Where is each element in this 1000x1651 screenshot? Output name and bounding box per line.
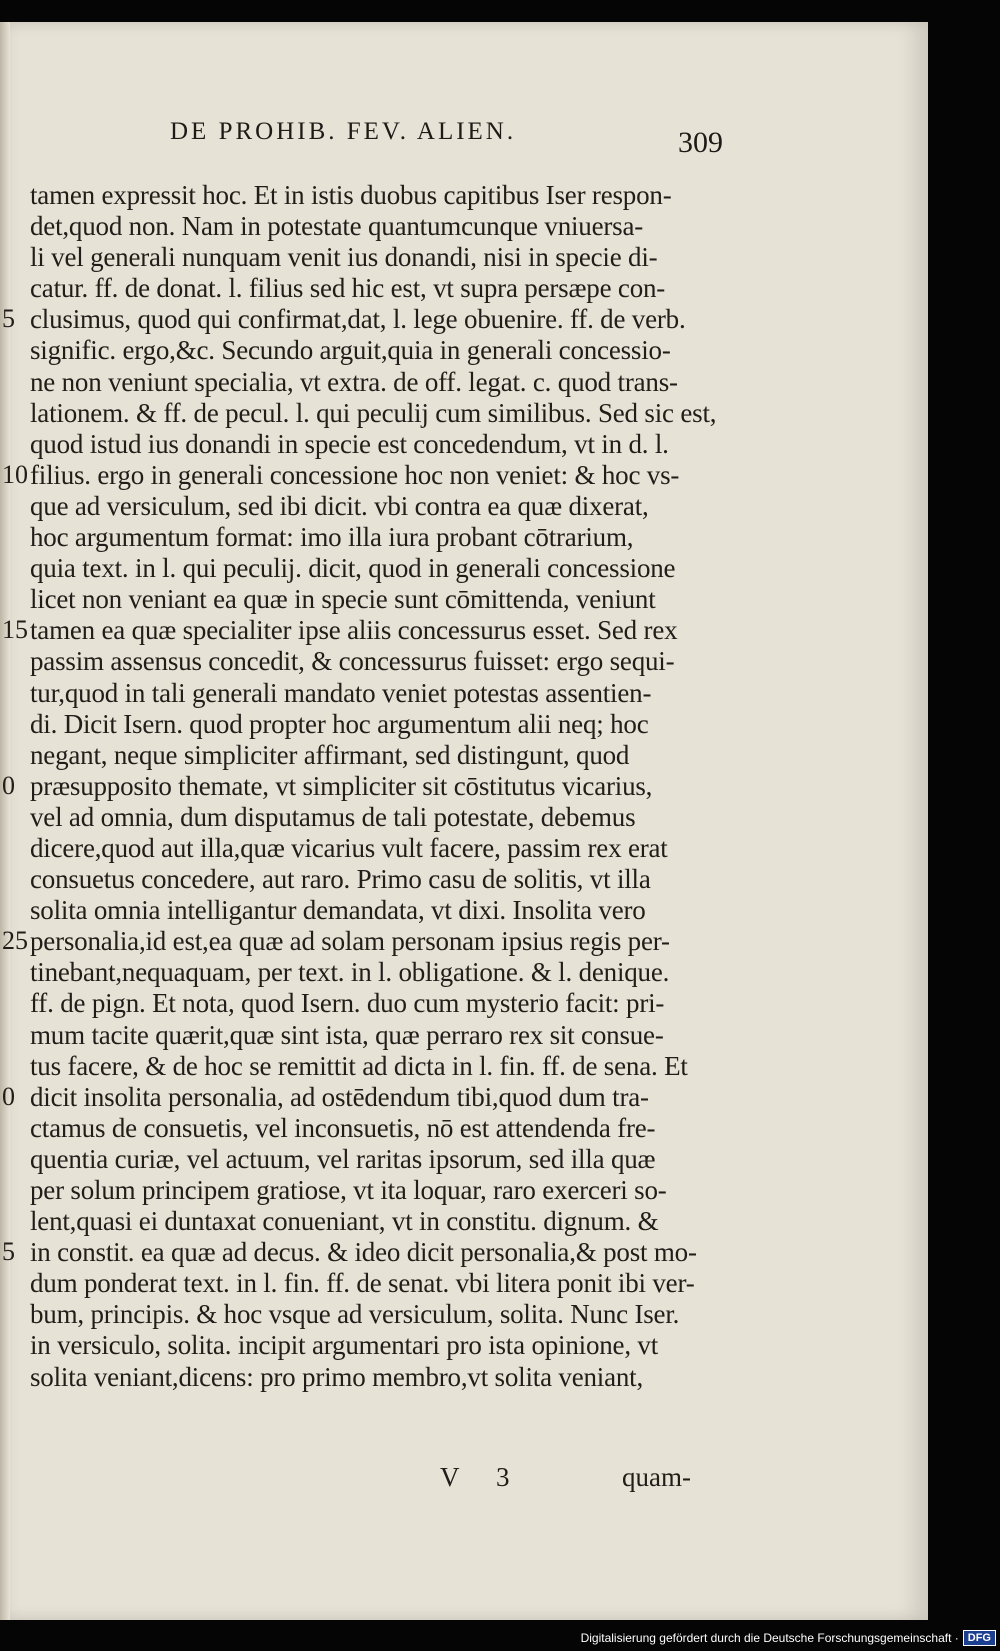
text-line: ff. de pign. Et nota, quod Isern. duo cum mysterio facit: pri- xyxy=(30,988,665,1019)
margin-line-number: 15 xyxy=(2,615,28,645)
text-line: signific. ergo,&c. Secundo arguit,quia in generali concessio- xyxy=(30,335,671,366)
credit-text: Digitalisierung gefördert durch die Deutsche Forschungsgemeinschaft · xyxy=(580,1631,959,1645)
text-line: dicere,quod aut illa,quæ vicarius vult facere, passim rex erat xyxy=(30,832,668,863)
catchword: quam- xyxy=(622,1462,691,1492)
text-line: que ad versiculum, sed ibi dicit. vbi contra ea quæ dixerat, xyxy=(30,490,649,521)
text-line: quentia curiæ, vel actuum, vel raritas ipsorum, sed illa quæ xyxy=(30,1143,656,1174)
margin-line-number: 0 xyxy=(2,770,15,800)
text-line: det,quod non. Nam in potestate quantumcunque vniuersa- xyxy=(30,211,644,242)
text-line: vel ad omnia, dum disputamus de tali potestate, debemus xyxy=(30,801,636,832)
text-line: tamen ea quæ specialiter ipse aliis concessurus esset. Sed rex xyxy=(30,615,678,646)
signature-mark: V xyxy=(440,1462,460,1492)
margin-line-number: 25 xyxy=(2,926,28,956)
text-line: in versiculo, solita. incipit argumentari pro ista opinione, vt xyxy=(30,1330,659,1361)
text-line: negant, neque simpliciter affirmant, sed distingunt, quod xyxy=(30,739,630,770)
page-gutter-shadow xyxy=(0,22,10,1620)
margin-line-number: 10 xyxy=(2,459,28,489)
text-line: præsupposito themate, vt simpliciter sit cōstitutus vicarius, xyxy=(30,770,653,801)
body-text xyxy=(30,180,720,1393)
text-line: in constit. ea quæ ad decus. & ideo dicit personalia,& post mo- xyxy=(30,1237,697,1268)
text-line: tur,quod in tali generali mandato veniet potestas assentien- xyxy=(30,677,652,708)
margin-line-number: 5 xyxy=(2,1237,15,1267)
text-line: li vel generali nunquam venit ius donandi, nisi in specie di- xyxy=(30,242,658,273)
text-line: passim assensus concedit, & concessurus fuisset: ergo sequi- xyxy=(30,646,675,677)
text-line: lent,quasi ei duntaxat conueniant, vt in constitu. dignum. & xyxy=(30,1206,659,1237)
text-line: personalia,id est,ea quæ ad solam personam ipsius regis per- xyxy=(30,926,670,957)
text-line: solita omnia intelligantur demandata, vt dixi. Insolita vero xyxy=(30,895,646,926)
text-line: clusimus, quod qui confirmat,dat, l. lege obuenire. ff. de verb. xyxy=(30,304,686,335)
margin-line-number: 0 xyxy=(2,1081,15,1111)
text-line: per solum principem gratiose, vt ita loquar, raro exerceri so- xyxy=(30,1175,667,1205)
text-line: ne non veniunt specialia, vt extra. de off. legat. c. quod trans- xyxy=(30,366,678,397)
text-line: quia text. in l. qui peculij. dicit, quod in generali concessione xyxy=(30,553,676,584)
text-line: tamen expressit hoc. Et in istis duobus capitibus Iser respon- xyxy=(30,180,672,210)
page-number: 309 xyxy=(678,126,723,159)
text-line: quod istud ius donandi in specie est concedendum, vt in d. l. xyxy=(30,428,669,459)
text-line: mum tacite quærit,quæ sint ista, quæ perraro rex sit consue- xyxy=(30,1019,664,1050)
text-line: lationem. & ff. de pecul. l. qui peculij cum similibus. Sed sic est, xyxy=(30,397,717,428)
text-line: dicit insolita personalia, ad ostēdendum tibi,quod dum tra- xyxy=(30,1081,649,1112)
text-line: dum ponderat text. in l. fin. ff. de senat. vbi litera ponit ibi ver- xyxy=(30,1268,695,1299)
digitization-credit xyxy=(581,1628,996,1648)
text-line: hoc argumentum format: imo illa iura probant cōtrarium, xyxy=(30,522,634,553)
leaf-number: 3 xyxy=(496,1462,510,1492)
text-line: catur. ff. de donat. l. filius sed hic est, vt supra persæpe con- xyxy=(30,273,666,304)
text-line: di. Dicit Isern. quod propter hoc argumentum alii neq; hoc xyxy=(30,708,649,739)
margin-line-number: 5 xyxy=(2,304,15,334)
text-line: filius. ergo in generali concessione hoc non veniet: & hoc vs- xyxy=(30,459,680,490)
text-line: solita veniant,dicens: pro primo membro,vt solita veniant, xyxy=(30,1361,644,1392)
book-page xyxy=(0,22,928,1620)
text-line: tus facere, & de hoc se remittit ad dicta in l. fin. ff. de sena. Et xyxy=(30,1050,688,1081)
dfg-logo: DFG xyxy=(963,1630,996,1646)
text-line: tinebant,nequaquam, per text. in l. obligatione. & l. denique. xyxy=(30,957,670,988)
text-line: consuetus concedere, aut raro. Primo casu de solitis, vt illa xyxy=(30,864,651,895)
text-line: ctamus de consuetis, vel inconsuetis, nō est attendenda fre- xyxy=(30,1112,656,1143)
text-line: licet non veniant ea quæ in specie sunt cōmittenda, veniunt xyxy=(30,584,656,615)
text-line: bum, principis. & hoc vsque ad versiculum, solita. Nunc Iser. xyxy=(30,1299,680,1330)
running-head: DE PROHIB. FEV. ALIEN. xyxy=(170,118,517,145)
